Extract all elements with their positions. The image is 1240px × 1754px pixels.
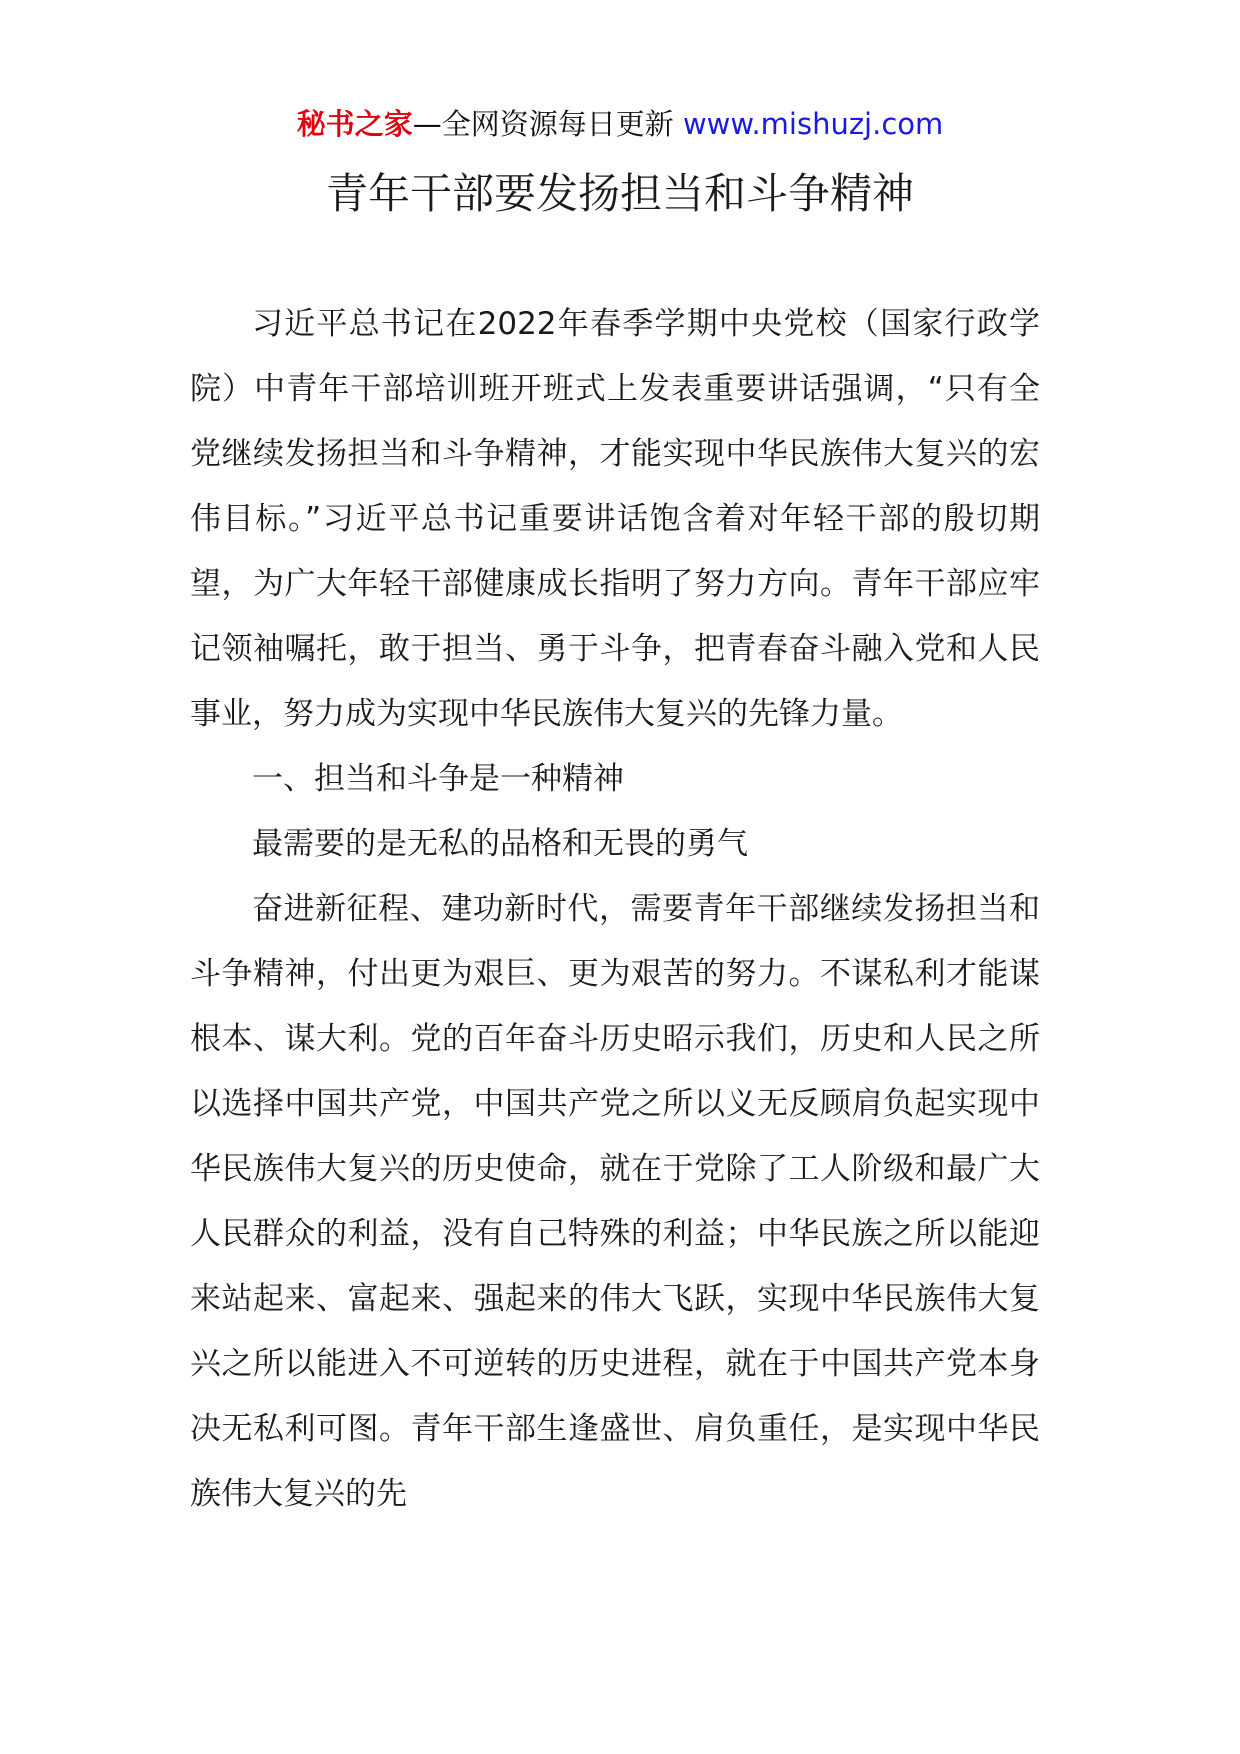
site-url-link[interactable]: www.mishuzj.com — [682, 107, 944, 141]
intro-paragraph: 习近平总书记在2022年春季学期中央党校（国家行政学院）中青年干部培训班开班式上发表重要讲话强调，“只有全党继续发扬担当和斗争精神，才能实现中华民族伟大复兴的宏伟目标。”习近平总书记重要讲话饱含着对年轻干部的殷切期望，为广大年轻干部健康成长指明了努力方向。青年干部应牢记领袖嘱托，敢于担当、勇于斗争，把青春奋斗融入党和人民事业，努力成为实现中华民族伟大复兴的先锋力量。 — [190, 306, 1040, 732]
site-header — [0, 104, 1240, 144]
header-tagline: —全网资源每日更新 — [412, 107, 674, 141]
document-body — [190, 292, 1040, 1527]
document-title: 青年干部要发扬担当和斗争精神 — [325, 169, 914, 218]
brand-name: 秘书之家 — [296, 107, 413, 141]
body-paragraph: 奋进新征程、建功新时代，需要青年干部继续发扬担当和斗争精神，付出更为艰巨、更为艰苦的努力。不谋私利才能谋根本、谋大利。党的百年奋斗历史昭示我们，历史和人民之所以选择中国共产党，中国共产党之所以义无反顾肩负起实现中华民族伟大复兴的历史使命，就在于党除了工人阶级和最广大人民群众的利益，没有自己特殊的利益；中华民族之所以能迎来站起来、富起来、强起来的伟大飞跃，实现中华民族伟大复兴之所以能进入不可逆转的历史进程，就在于中国共产党本身决无私利可图。青年干部生逢盛世、肩负重任，是实现中华民族伟大复兴的先 — [190, 891, 1040, 1512]
section-subheading: 最需要的是无私的品格和无畏的勇气 — [252, 826, 748, 862]
section-heading: 一、担当和斗争是一种精神 — [252, 761, 624, 797]
